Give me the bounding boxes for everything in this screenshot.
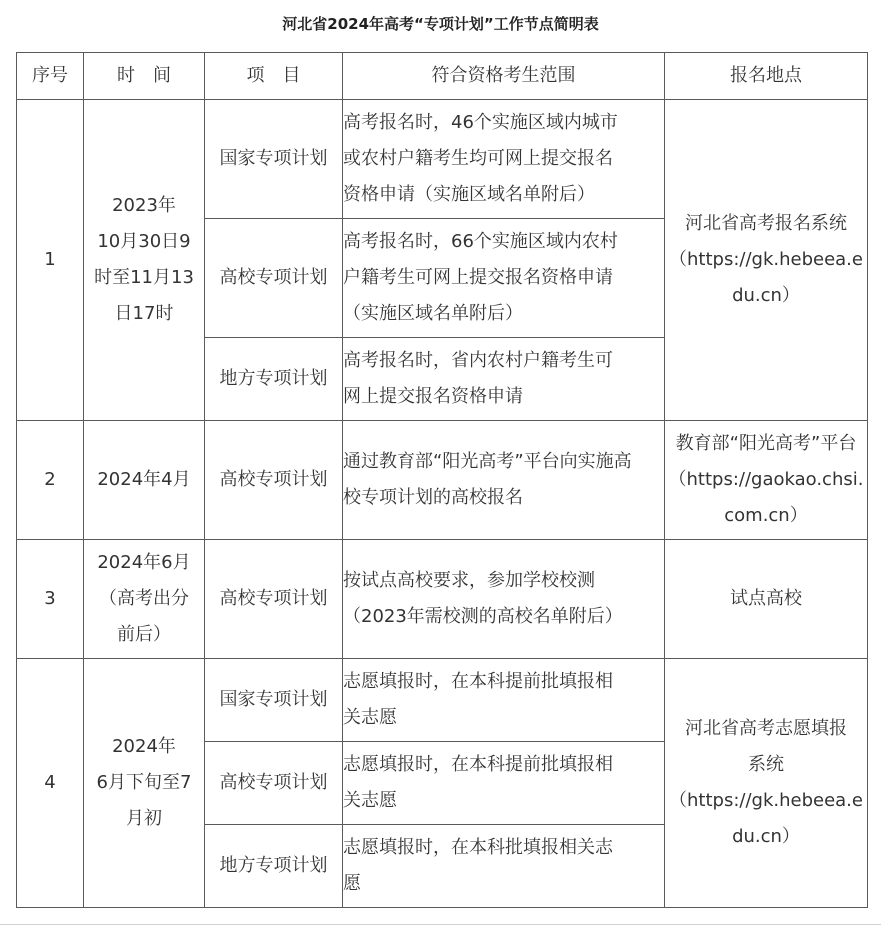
scope-cell	[343, 659, 665, 742]
scope-line: 关志愿	[343, 707, 397, 728]
header-item: 项 目	[205, 53, 343, 100]
scope-cell	[343, 338, 665, 421]
item-cell: 国家专项计划	[205, 100, 343, 219]
place-cell	[665, 659, 868, 908]
scope-line: 志愿填报时，在本科提前批填报相	[343, 754, 613, 775]
table-row	[17, 540, 868, 659]
seq-cell: 4	[17, 659, 84, 908]
place-line: 河北省高考报名系统	[685, 213, 847, 234]
scope-cell	[343, 540, 665, 659]
place-line: 系统	[748, 754, 784, 775]
scope-line: 按试点高校要求，参加学校校测	[343, 570, 595, 591]
seq-cell: 2	[17, 421, 84, 540]
scope-line: 高考报名时，省内农村户籍考生可	[343, 350, 613, 371]
time-line: （高考出分	[99, 588, 189, 609]
scope-line: （2023年需校测的高校名单附后）	[343, 606, 623, 627]
time-cell	[84, 421, 205, 540]
time-line: 2024年4月	[97, 469, 191, 490]
time-line: 月初	[126, 808, 162, 829]
time-line: 日17时	[114, 303, 174, 324]
header-time: 时 间	[84, 53, 205, 100]
time-cell	[84, 100, 205, 421]
time-cell	[84, 659, 205, 908]
time-line: 2024年	[112, 736, 176, 757]
schedule-table	[16, 52, 868, 908]
item-cell: 地方专项计划	[205, 825, 343, 908]
scope-line: 资格申请（实施区域名单附后）	[343, 184, 595, 205]
seq-cell: 1	[17, 100, 84, 421]
place-cell	[665, 100, 868, 421]
scope-line: 网上提交报名资格申请	[343, 386, 523, 407]
scope-line: 或农村户籍考生均可网上提交报名	[343, 148, 613, 169]
table-header-row	[17, 53, 868, 100]
scope-line: 志愿填报时，在本科提前批填报相	[343, 671, 613, 692]
time-line: 2023年	[112, 195, 176, 216]
place-line: du.cn）	[732, 285, 800, 306]
place-cell	[665, 540, 868, 659]
scope-line: 通过教育部“阳光高考”平台向实施高	[343, 451, 632, 472]
scope-line: （实施区域名单附后）	[343, 303, 523, 324]
time-line: 2024年6月	[97, 552, 191, 573]
item-cell: 地方专项计划	[205, 338, 343, 421]
item-cell: 高校专项计划	[205, 219, 343, 338]
place-line: 试点高校	[730, 588, 802, 609]
place-line: 河北省高考志愿填报	[685, 718, 847, 739]
item-cell: 高校专项计划	[205, 421, 343, 540]
seq-cell: 3	[17, 540, 84, 659]
time-line: 时至11月13	[94, 267, 194, 288]
place-line: （https://gaokao.chsi.	[668, 469, 864, 490]
item-cell: 国家专项计划	[205, 659, 343, 742]
scope-cell	[343, 742, 665, 825]
scope-line: 高考报名时，66个实施区域内农村	[343, 231, 618, 252]
page-title: 河北省2024年高考“专项计划”工作节点简明表	[282, 15, 599, 33]
place-line: （https://gk.hebeea.e	[669, 790, 863, 811]
place-line: 教育部“阳光高考”平台	[675, 433, 857, 454]
table-row	[17, 421, 868, 540]
scope-line: 志愿填报时，在本科批填报相关志	[343, 837, 613, 858]
table-row	[17, 659, 868, 742]
item-cell: 高校专项计划	[205, 742, 343, 825]
time-cell	[84, 540, 205, 659]
scope-line: 关志愿	[343, 790, 397, 811]
table-row	[17, 100, 868, 219]
scope-line: 户籍考生可网上提交报名资格申请	[343, 267, 613, 288]
scope-cell	[343, 421, 665, 540]
bottom-divider	[0, 924, 881, 925]
scope-cell	[343, 825, 665, 908]
place-line: com.cn）	[724, 505, 808, 526]
place-line: du.cn）	[732, 826, 800, 847]
time-line: 10月30日9	[97, 231, 191, 252]
scope-line: 高考报名时，46个实施区域内城市	[343, 112, 618, 133]
time-line: 6月下旬至7	[96, 772, 192, 793]
scope-line: 愿	[343, 873, 361, 894]
scope-cell	[343, 219, 665, 338]
item-cell: 高校专项计划	[205, 540, 343, 659]
scope-line: 校专项计划的高校报名	[343, 487, 523, 508]
header-seq: 序号	[17, 53, 84, 100]
scope-cell	[343, 100, 665, 219]
place-line: （https://gk.hebeea.e	[669, 249, 863, 270]
header-place: 报名地点	[665, 53, 868, 100]
time-line: 前后）	[117, 624, 171, 645]
place-cell	[665, 421, 868, 540]
header-scope: 符合资格考生范围	[343, 53, 665, 100]
